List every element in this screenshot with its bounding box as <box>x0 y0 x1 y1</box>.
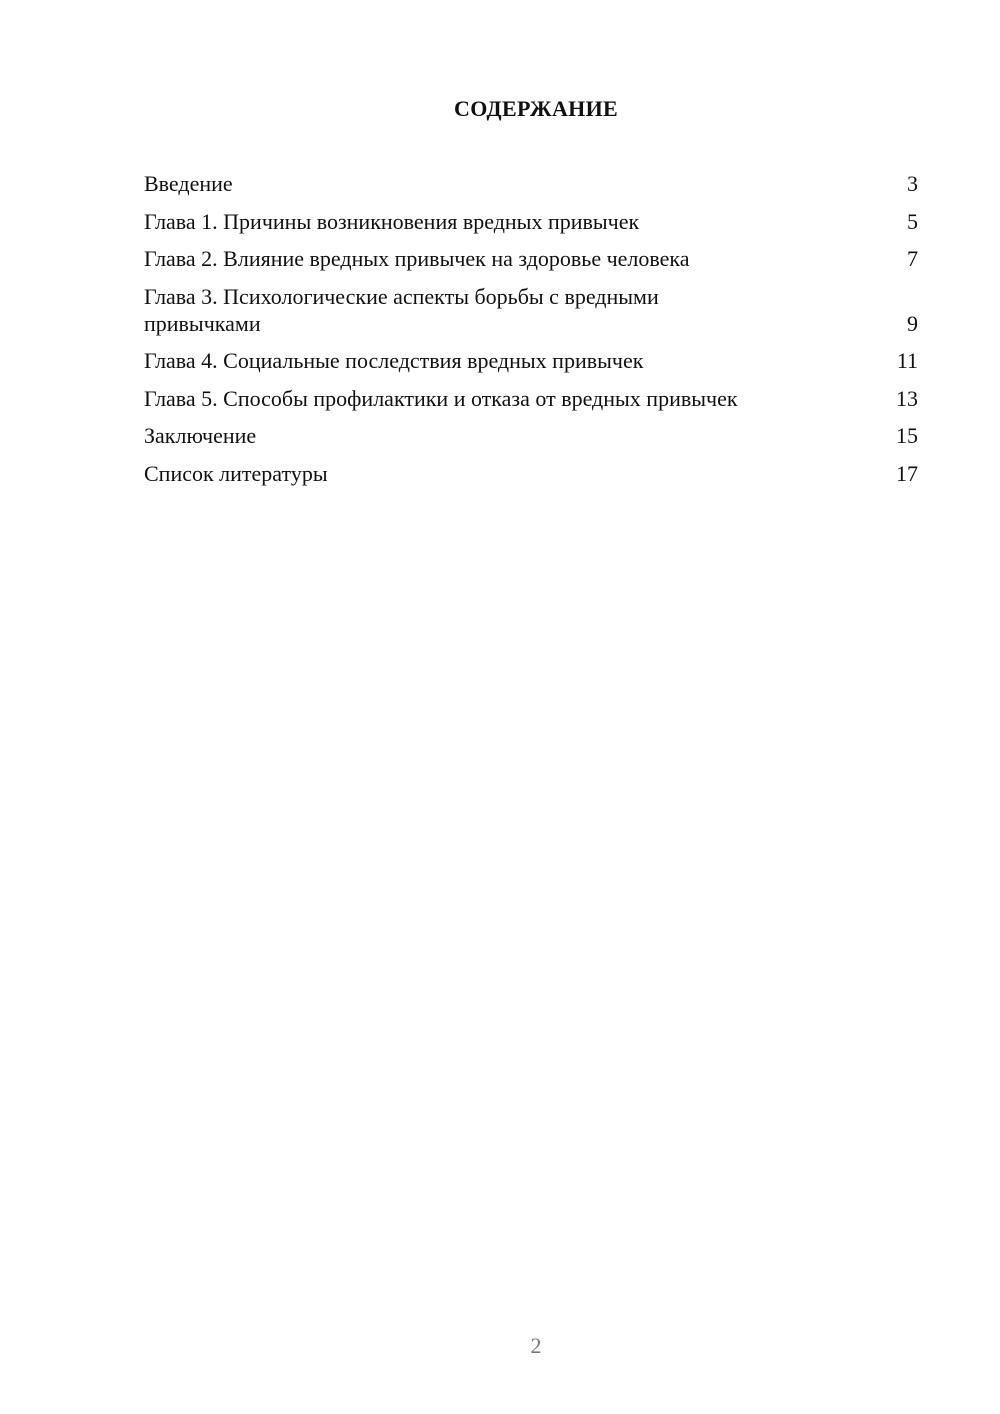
toc-entry-page: 17 <box>896 460 918 486</box>
toc-title: СОДЕРЖАНИЕ <box>454 96 618 121</box>
toc-entry-page: 3 <box>907 171 918 196</box>
table-of-contents <box>144 170 918 497</box>
toc-entry-chapter-1[interactable] <box>144 208 918 235</box>
toc-entry-page: 7 <box>907 246 918 271</box>
toc-entry-chapter-3[interactable] <box>144 283 918 337</box>
toc-entry-label: Список литературы <box>144 460 328 486</box>
toc-entry-page: 9 <box>907 310 918 336</box>
toc-entry-chapter-5[interactable] <box>144 385 918 412</box>
toc-entry-page: 15 <box>896 423 918 448</box>
toc-entry-label: Глава 3. Психологические аспекты борьбы с вредными привычками <box>144 283 659 336</box>
toc-entry-label: Заключение <box>144 423 257 448</box>
toc-entry-label: Глава 2. Влияние вредных привычек на здоровье человека <box>144 246 690 271</box>
toc-entry-page: 13 <box>896 385 918 411</box>
toc-entry-chapter-2[interactable] <box>144 245 918 272</box>
toc-entry-conclusion[interactable] <box>144 422 918 449</box>
toc-entry-label: Введение <box>144 171 233 196</box>
toc-entry-label: Глава 1. Причины возникновения вредных привычек <box>144 208 640 234</box>
toc-entry-label: Глава 4. Социальные последствия вредных привычек <box>144 348 644 373</box>
page-number: 2 <box>530 1333 542 1358</box>
toc-entry-references[interactable] <box>144 460 918 487</box>
toc-entry-introduction[interactable] <box>144 170 918 197</box>
toc-entry-page: 5 <box>907 208 918 234</box>
toc-entry-chapter-4[interactable] <box>144 347 918 374</box>
toc-entry-label: Глава 5. Способы профилактики и отказа от вредных привычек <box>144 385 738 411</box>
toc-entry-page: 11 <box>896 348 918 373</box>
